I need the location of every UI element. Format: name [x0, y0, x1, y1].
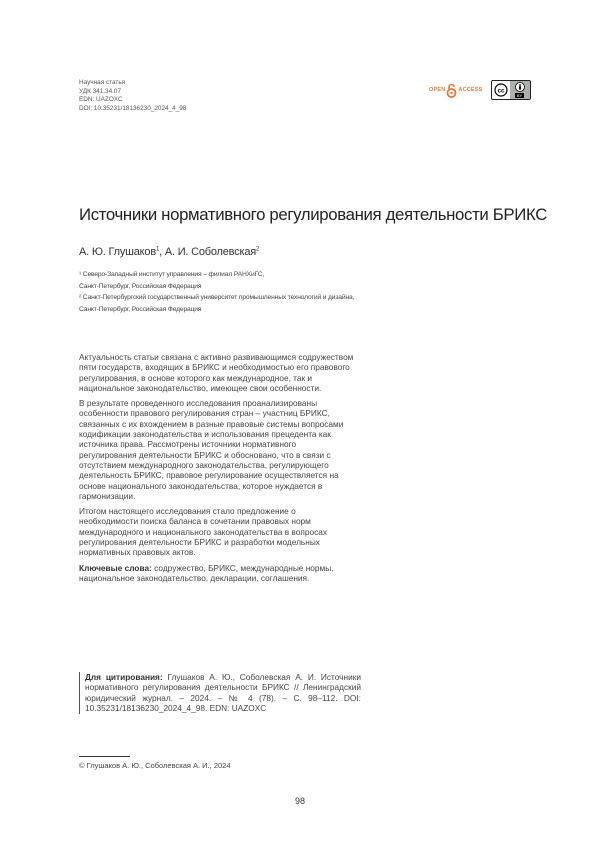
- open-access-left-text: OPEN: [429, 87, 446, 93]
- keywords-label: Ключевые слова:: [79, 562, 152, 573]
- citation-label: Для цитирования:: [85, 672, 163, 682]
- affiliation-2-city: Санкт-Петербург, Российская Федерация: [79, 305, 202, 313]
- open-access-badge[interactable]: [429, 83, 483, 98]
- attribution-person-icon: [515, 82, 525, 92]
- cc-icon: [492, 81, 510, 99]
- copyright-notice: © Глушаков А. Ю., Соболевская А. И., 2024: [79, 761, 231, 770]
- open-access-right-text: ACCESS: [458, 87, 483, 93]
- author-1: А. Ю. Глушаков: [79, 246, 156, 258]
- authors-line: А. Ю. Глушаков$^1$, А. И. Соболевская$^2$: [79, 246, 260, 258]
- author-2-affiliation-mark: 2: [256, 246, 260, 253]
- abstract: [79, 352, 355, 588]
- page-number: 98: [294, 796, 305, 806]
- keywords-list: содружество, БРИКС, международные нормы, национальное законодательство, декларации, соглашения.: [79, 562, 334, 583]
- keywords: [79, 563, 355, 584]
- abstract-paragraph-1: Актуальность статьи связана с активно развивающимся содружеством пяти государств, входящих в БРИКС и необходимостью его правового регулирования, в основе которого как международное, так и национальное законодательство, имеющее свои особенности.: [79, 352, 354, 393]
- footnote-divider: [79, 756, 130, 757]
- affiliation-1-name: ¹ Северо-Западный институт управления – филиал РАНХиГС,: [79, 271, 265, 278]
- article-title: Источники нормативного регулирования деятельности БРИКС: [79, 205, 547, 224]
- edn-code: EDN: UAZOXC: [79, 96, 123, 103]
- doi-link[interactable]: DOI: 10.35231/18136230_2024_4_98: [79, 104, 187, 112]
- by-label: BY: [516, 93, 523, 98]
- open-access-lock-icon: [446, 83, 457, 98]
- cc-by-badge[interactable]: [491, 80, 531, 100]
- udc-code: УДК 341.34.07: [79, 87, 122, 95]
- abstract-paragraph-3: Итогом настоящего исследования стало предложение о необходимости поиска баланса в сочетании правовых норм международного и национального законодательства в вопросах регулирования деятельности БРИКС и разработки модельных нормативных правовых актов.: [79, 506, 327, 558]
- citation-text: Глушаков А. Ю., Соболевская А. И. Источники нормативного регулирования деятельности БРИКС // Ленинградский юридический журнал. – 2024. – № 4 (78). – С. 98–112. DOI: 10.35231/18136230_2024_4_98. EDN: UAZOXC: [85, 672, 361, 714]
- cc-label: cc: [497, 88, 504, 95]
- citation-box: [79, 672, 361, 714]
- affiliation-1-city: Санкт-Петербург, Российская Федерация: [79, 282, 202, 290]
- affiliation-2-name: ² Санкт-Петербургский государственный университет промышленных технологий и дизайна,: [79, 294, 355, 301]
- license-badges: [429, 80, 531, 100]
- author-1-affiliation-mark: 1: [155, 246, 160, 253]
- article-metadata: [79, 79, 186, 113]
- article-type: Научная статья: [79, 79, 126, 86]
- affiliations: [79, 269, 354, 315]
- abstract-paragraph-2: В результате проведенного исследования проанализированы особенности правового регулирования стран – участниц БРИКС, связанных с их вхождением в разные правовые системы вопросами кодификации законодательства и использования прецедента как источника права. Рассмотрены источники нормативного регулирования деятельности БРИКС и обосновано, что в связи с отсутствием международного законодательства, регулирующего деятельность БРИКС, правовое регулирование осуществляется на основе национального законодательства, которое нуждается в гармонизации.: [79, 398, 344, 501]
- by-section: [510, 81, 530, 99]
- author-2: А. И. Соболевская: [164, 246, 257, 258]
